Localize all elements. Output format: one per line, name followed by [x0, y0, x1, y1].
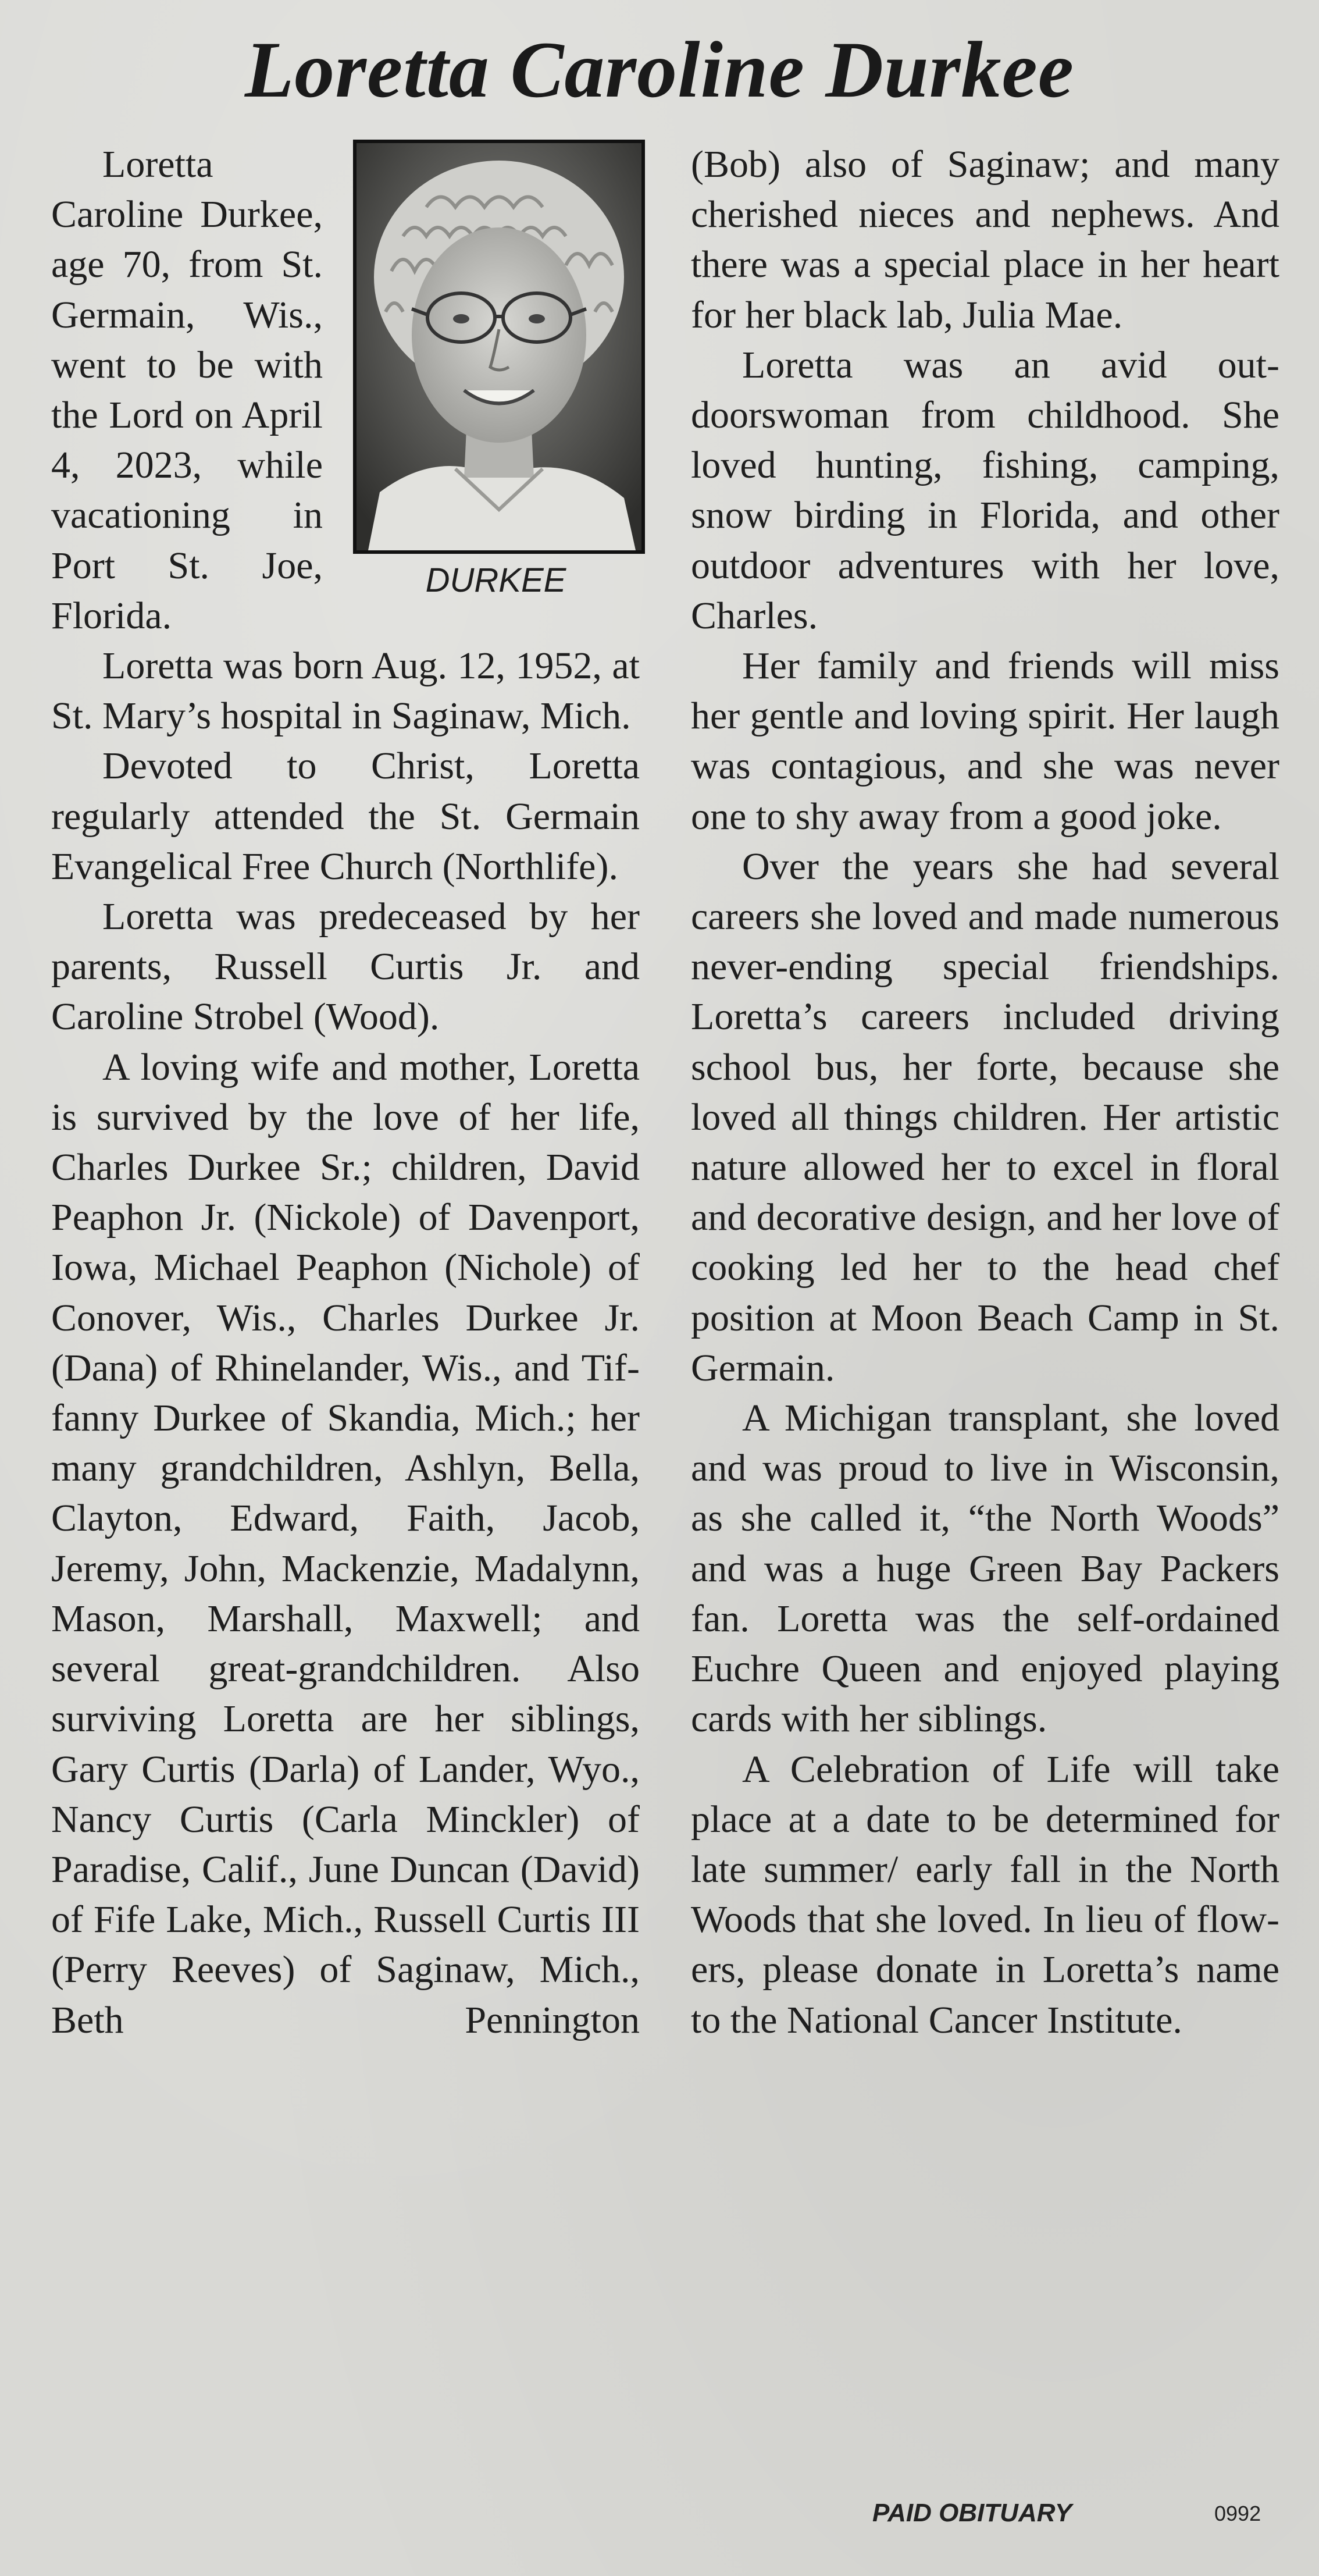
paragraph: Loretta was predeceased by her parents, Russell Curtis Jr. and Caroline Strobel (Wood).: [51, 895, 640, 1038]
paragraph: Her family and friends will miss her gentle and loving spirit. Her laugh was contagious, and she was never one to shy away from a good joke.: [691, 645, 1279, 838]
paid-obituary-label: PAID OBITUARY: [872, 2499, 1072, 2527]
photo-caption: DURKEE: [425, 561, 566, 599]
paragraph: Loretta Caroline Durkee, age 70, from St. Germain, Wis., went to be with the Lord on April 4, 2023, while vacationing in Port St. Joe, Florida.: [51, 143, 323, 637]
paragraph: A Celebration of Life will take place at a date to be determined for late summer/ early fall in the North Woods that she loved. In lieu of flowers, please donate in Loretta’s name to the National Cancer Institute.: [691, 1748, 1279, 2041]
paragraph-continued: (Bob) also of Saginaw; and many cherished nieces and nephews. And there was a special place in her heart for her black lab, Julia Mae.: [691, 143, 1279, 336]
paragraph: Devoted to Christ, Loretta regularly attended the St. Germain Evangelical Free Church (Northlife).: [51, 745, 640, 888]
right-column: [691, 140, 1279, 2045]
paragraph: Over the years she had several careers she loved and made numerous never-ending special friendships. Loretta’s careers included driving school bus, her forte, because she loved all things children. Her artistic nature allowed her to excel in floral and decorative design, and her love of cooking led her to the head chef position at Moon Beach Camp in St. Germain.: [691, 845, 1279, 1389]
left-column: [51, 140, 640, 2045]
paragraph: A loving wife and mother, Loretta is survived by the love of her life, Charles Durkee Sr.; children, David Peaphon Jr. (Nickole) of Davenport, Iowa, Michael Peaphon (Nichole) of Conover, Wis., Charles Durkee Jr. (Dana) of Rhinelander, Wis., and Tiffanny Durkee of Skandia, Mich.; her many grandchildren, Ashlyn, Bella, Clayton, Edward, Faith, Jacob, Jeremy, John, Mackenzie, Madalynn, Mason, Marshall, Maxwell; and several great-grandchildren. Also surviving Loretta are her siblings, Gary Curtis (Darla) of Lander, Wyo., Nancy Curtis (Carla Minckler) of Paradise, Calif., June Duncan (David) of Fife Lake, Mich., Russell Curtis III (Perry Reeves) of Saginaw, Mich., Beth Pennington: [51, 1045, 640, 2041]
obituary-title: Loretta Caroline Durkee: [245, 25, 1074, 114]
portrait-photo: [353, 140, 645, 554]
portrait-image: [357, 143, 641, 550]
paragraph: Loretta was born Aug. 12, 1952, at St. Mary’s hospital in Saginaw, Mich.: [51, 645, 640, 738]
paragraph: Loretta was an avid outdoorswoman from childhood. She loved hunting, fishing, camping, snow birding in Florida, and other outdoor adventures with her love, Charles.: [691, 343, 1279, 637]
paragraph: A Michigan transplant, she loved and was proud to live in Wisconsin, as she called it, “the North Woods” and was a huge Green Bay Packers fan. Loretta was the self-ordained Euchre Queen and enjoyed playing cards with her siblings.: [691, 1397, 1279, 1741]
ad-code: 0992: [1214, 2502, 1261, 2525]
portrait-block: [340, 140, 640, 640]
